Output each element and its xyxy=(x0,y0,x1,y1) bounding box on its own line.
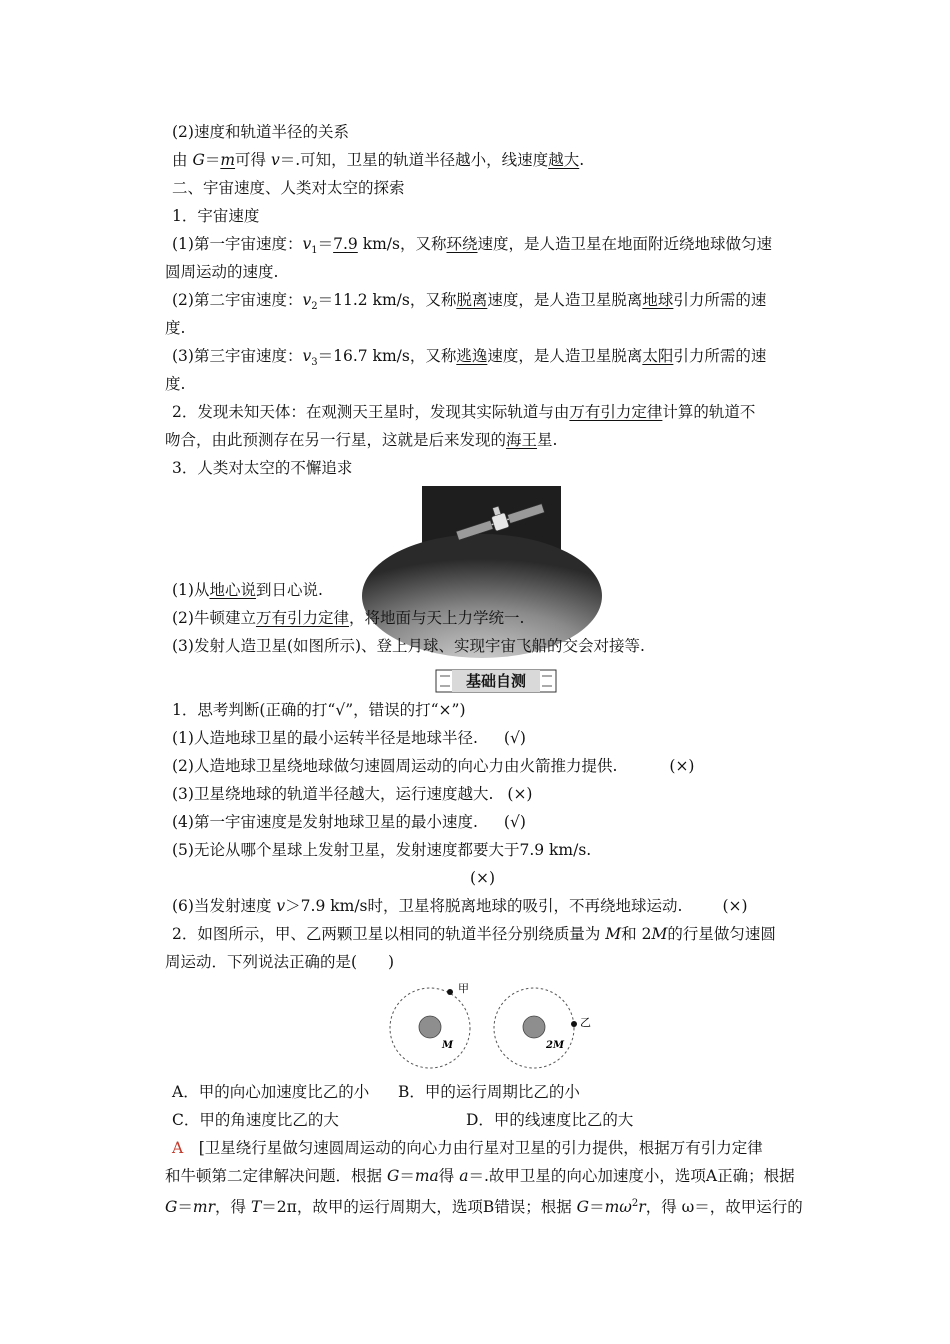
satellite-jia xyxy=(447,989,453,995)
judge-mark: (×) xyxy=(470,869,496,887)
judge-mark: (×) xyxy=(669,757,695,775)
planet-m xyxy=(419,1016,441,1038)
label-m: M xyxy=(442,1040,454,1051)
question-intro: 1．思考判断(正确的打“√”，错误的打“×”) xyxy=(172,701,466,719)
label-yi: 乙 xyxy=(580,1016,591,1029)
judge-item: (6)当发射速度 v＞7.9 km/s时，卫星将脱离地球的吸引，不再绕地球运动. (×) xyxy=(172,897,748,915)
text-line: (3)第三宇宙速度：$v_3=16.7$ km/s，又称逃逸速度，是人造卫星脱离太阳引力所需的速 xyxy=(172,347,767,369)
explanation-line: G＝mr，得 T＝2π，故甲的运行周期大，选项B错误；根据 $G=m\omega^2r$，得 ω＝，故甲运行的 xyxy=(165,1198,803,1217)
question-stem: 周运动．下列说法正确的是( ) xyxy=(165,953,395,971)
answer-letter: A xyxy=(172,1139,184,1157)
space-station-photo xyxy=(422,486,561,572)
label-2m: 2M xyxy=(546,1040,565,1051)
judge-item: (4)第一宇宙速度是发射地球卫星的最小速度. (√) xyxy=(172,813,526,831)
judge-item: (1)人造地球卫星的最小运转半径是地球半径. (√) xyxy=(172,729,526,747)
text-line: 吻合，由此预测存在另一行星，这就是后来发现的海王星. xyxy=(165,431,558,449)
text-line: (2)第二宇宙速度：$v_2=11.2$ km/s，又称脱离速度，是人造卫星脱离地球引力所需的速 xyxy=(172,291,767,313)
text-line: 度. xyxy=(165,319,186,337)
planet-2m xyxy=(523,1016,545,1038)
judge-item: (2)人造地球卫星绕地球做匀速圆周运动的向心力由火箭推力提供. (×) xyxy=(172,757,695,775)
text-line: 2．发现未知天体：在观测天王星时，发现其实际轨道与由万有引力定律计算的轨道不 xyxy=(172,403,756,421)
text-line: (3)发射人造卫星(如图所示)、登上月球、实现宇宙飞船的交会对接等. xyxy=(172,637,645,655)
text-line: 圆周运动的速度. xyxy=(165,263,279,281)
explanation-line: A [卫星绕行星做匀速圆周运动的向心力由行星对卫星的引力提供，根据万有引力定律 xyxy=(172,1139,763,1157)
explanation-line: 和牛顿第二定律解决问题．根据 G＝ma得 a＝.故甲卫星的向心加速度小，选项A正确；根据 xyxy=(165,1167,795,1185)
orbit-diagram xyxy=(388,980,591,1072)
banner-title: 基础自测 xyxy=(465,672,526,690)
section-heading: 二、宇宙速度、人类对太空的探索 xyxy=(172,179,405,197)
text-line: (2)速度和轨道半径的关系 xyxy=(172,123,349,141)
text-line: (1)第一宇宙速度：$v_1=7.9$ km/s，又称环绕速度，是人造卫星在地面附近绕地球做匀速 xyxy=(172,235,773,257)
judge-mark: (×) xyxy=(722,897,748,915)
judge-mark: (√) xyxy=(503,729,526,747)
section-banner xyxy=(436,668,556,694)
option-a: A．甲的向心加速度比乙的小 xyxy=(172,1083,370,1101)
text-line: (2)牛顿建立万有引力定律，将地面与天上力学统一. xyxy=(172,609,525,627)
subsection-heading: 3．人类对太空的不懈追求 xyxy=(172,459,353,477)
judge-mark: (√) xyxy=(503,813,526,831)
judge-item: (5)无论从哪个星球上发射卫星，发射速度都要大于7.9 km/s. xyxy=(172,841,592,859)
text-line: 度. xyxy=(165,375,186,393)
text-line: 由 G＝m可得 v＝.可知，卫星的轨道半径越小，线速度越大. xyxy=(172,151,585,169)
question-stem: 2．如图所示，甲、乙两颗卫星以相同的轨道半径分别绕质量为 M和 2M的行星做匀速圆 xyxy=(172,925,776,943)
label-jia: 甲 xyxy=(458,982,469,995)
option-b: B．甲的运行周期比乙的小 xyxy=(398,1083,580,1101)
option-d: D．甲的线速度比乙的大 xyxy=(466,1111,634,1129)
satellite-yi xyxy=(571,1021,577,1027)
judge-mark: (×) xyxy=(507,785,533,803)
judge-item: (3)卫星绕地球的轨道半径越大，运行速度越大. (×) xyxy=(172,785,533,803)
subsection-heading: 1．宇宙速度 xyxy=(172,207,260,225)
text-line: (1)从地心说到日心说. xyxy=(172,581,323,599)
option-c: C．甲的角速度比乙的大 xyxy=(172,1111,339,1129)
